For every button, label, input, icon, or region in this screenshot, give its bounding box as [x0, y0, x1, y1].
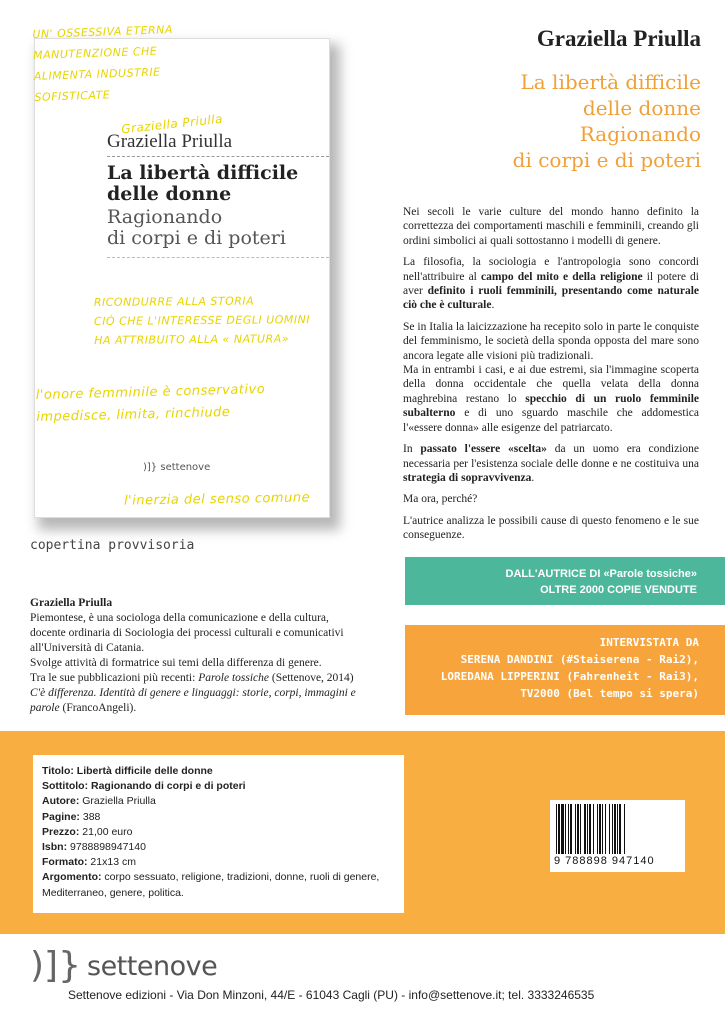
barcode-bar [617, 804, 618, 854]
cover-author-signature: Graziella Priulla [120, 111, 224, 137]
publisher-address: Settenove edizioni - Via Don Minzoni, 44/E - 61043 Cagli (PU) - info@settenove.it; tel. 3333246535 [68, 988, 595, 1002]
barcode-bar [575, 804, 576, 854]
barcode-bar [612, 804, 613, 854]
info-title: Titolo: Libertà difficile delle donne [42, 765, 213, 777]
author-bio [30, 596, 366, 716]
barcode-bar [565, 804, 566, 854]
publisher-name: settenove [87, 950, 218, 982]
barcode-icon [554, 804, 681, 854]
handwritten-note-inertia: l'inerzia del senso comune [123, 490, 311, 509]
cover-divider-bottom [107, 257, 329, 258]
barcode-bar [624, 804, 625, 854]
cover-publisher-logo: )]} settenove [143, 462, 211, 473]
barcode-bar [589, 804, 591, 854]
bio-paragraph: Piemontese, è una sociologa della comunicazione e della cultura, docente ordinaria di Sociologia dei processi culturali e comunicativi all'Università di Catania. [30, 612, 344, 654]
barcode-bar [556, 804, 557, 854]
cover-caption: copertina provvisoria [30, 538, 195, 553]
bio-paragraph: Svolge attività di formatrice sui temi della differenza di genere. [30, 657, 322, 669]
info-isbn: Isbn: 9788898947140 [42, 841, 146, 854]
info-subtitle: Sottitolo: Ragionando di corpi e di poteri [42, 780, 246, 793]
description-paragraph: Nei secoli le varie culture del mondo hanno definito la correttezza dei comportamenti maschili e femminili, creando gli ordini simbolici ai quali sottostanno i modelli di genere. [403, 206, 699, 247]
barcode-bar [597, 804, 598, 854]
barcode-bar [580, 804, 581, 854]
description-text [403, 205, 699, 550]
cover-subtitle: Ragionando di corpi e di poteri [107, 206, 286, 249]
info-topic: Argomento: corpo sessuato, religione, tradizioni, donne, ruoli di genere, Mediterraneo, genere, politica. [42, 871, 380, 899]
barcode-bar [584, 804, 586, 854]
publisher-logo [30, 945, 218, 986]
barcode-bar [587, 804, 588, 854]
barcode-bar [593, 804, 594, 854]
description-paragraph: L'autrice analizza le possibili cause di questo fenomeno e le sue conseguenze. [403, 514, 699, 542]
brackets-icon: )]} [143, 462, 158, 473]
barcode-bar [568, 804, 569, 854]
barcode-bar [570, 804, 572, 854]
cover-author: Graziella Priulla [107, 131, 233, 152]
page-title: La libertà difficile delle donne Ragionando di corpi e di poteri [512, 70, 701, 172]
barcode-bar [602, 804, 603, 854]
info-author: Autore: Graziella Priulla [42, 795, 156, 808]
bio-paragraph: Tra le sue pubblicazioni più recenti: Parole tossiche (Settenove, 2014) C'è differenza. Identità di genere e linguaggi: storie, corpi, immagini e parole (FrancoAngeli). [30, 672, 356, 714]
barcode-bar [561, 804, 564, 854]
description-paragraph: La filosofia, la sociologia e l'antropologia sono concordi nell'attribuire al campo del mito e della religione il potere di aver definito i ruoli femminili, presentando come naturale ciò che è culturale. [403, 256, 700, 312]
info-pages: Pagine: 388 [42, 810, 101, 823]
description-paragraph: In passato l'essere «scelta» da un uomo era condizione necessaria per l'esistenza sociale delle donne e ne costituiva una strategia di sopravvivenza. [403, 443, 699, 484]
barcode [550, 800, 685, 872]
cover-divider-top [107, 156, 329, 157]
book-info-card [33, 755, 404, 913]
barcode-bar [619, 804, 621, 854]
handwritten-note-top: UN' OSSESSIVA ETERNA MANUTENZIONE CHE ALIMENTA INDUSTRIE SOFISTICATE [32, 23, 174, 104]
barcode-bar [558, 804, 560, 854]
info-format: Formato: 21x13 cm [42, 856, 136, 869]
barcode-digits: 9 788898 947140 [554, 855, 655, 867]
interviews-badge: INTERVISTATA DA SERENA DANDINI (#Staiserena - Rai2), LOREDANA LIPPERINI (Fahrenheit - Rai3), TV2000 (Bel tempo si spera) [405, 625, 725, 715]
barcode-bar [577, 804, 579, 854]
handwritten-note-honor: l'onore femminile è conservativo impedisce, limita, rinchiude [35, 382, 266, 425]
book-cover [34, 38, 330, 518]
description-paragraph: Ma ora, perché? [403, 493, 478, 506]
description-paragraph: Se in Italia la laicizzazione ha recepito solo in parte le conquiste del femminismo, le società della sponda opposta del mare sono ancora legate alle visioni più tradizionali. [403, 320, 699, 362]
barcode-bar [614, 804, 616, 854]
barcode-bar [599, 804, 601, 854]
sales-badge: DALL'AUTRICE DI «Parole tossiche» OLTRE 2000 COPIE VENDUTE [405, 557, 725, 605]
description-paragraph: Ma in entrambi i casi, e ai due estremi, sia l'immagine scoperta della donna occidentale che quella velata della donna maghrebina restano lo specchio di un ruolo femminile subalterno e di uno sguardo maschile che addomestica l'«essere donna» alle esigenze del patriarcato. [403, 364, 700, 434]
barcode-bar [609, 804, 610, 854]
info-price: Prezzo: 21,00 euro [42, 825, 133, 838]
bio-name: Graziella Priulla [30, 597, 113, 609]
barcode-bar [605, 804, 606, 854]
page-author: Graziella Priulla [536, 26, 701, 51]
cover-title: La libertà difficile delle donne [107, 162, 299, 205]
handwritten-note-history: RICONDURRE ALLA STORIA CIÒ CHE L'INTERESSE DEGLI UOMINI HA ATTRIBUITO ALLA « NATURA» [93, 294, 311, 347]
brackets-icon: )]} [30, 945, 81, 986]
